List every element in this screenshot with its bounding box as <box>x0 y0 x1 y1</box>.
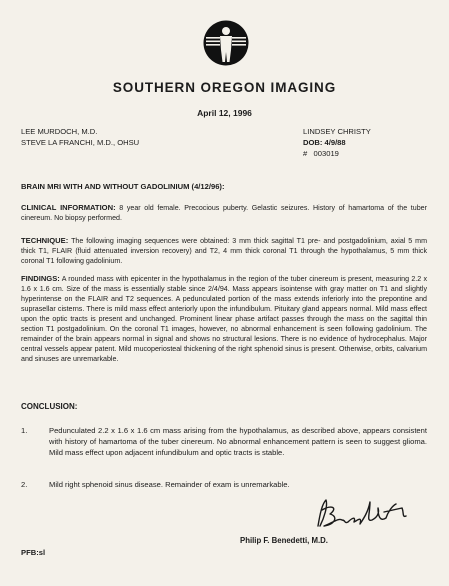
physician-line: LEE MURDOCH, M.D. <box>21 127 98 136</box>
patient-name: LINDSEY CHRISTY <box>303 127 371 136</box>
section-text: 8 year old female. Precocious puberty. Gelastic seizures. History of hamartoma of the tuber cinereum. No biopsy performed. <box>21 204 427 222</box>
item-text: Mild right sphenoid sinus disease. Remainder of exam is unremarkable. <box>49 480 290 489</box>
item-text: Pedunculated 2.2 x 1.6 x 1.6 cm mass arising from the hypothalamus, as described above, appears consistent with history of hamartoma of the tuber cinereum. No abnormal enhancement pattern is seen to suggest glioma. Mild mass effect upon adjacent infundibulum and optic tracts is stable. <box>49 426 427 457</box>
patient-info <box>303 126 371 159</box>
section-text: A rounded mass with epicenter in the hypothalamus in the region of the tuber cinereum is present, measuring 2.2 x 1.6 x 1.6 cm. Size of the mass is essentially stable since 2/4/94. Mass appears isointense with gray matter on T1 and slightly hyperintense on the FLAIR and T2 sequences. A pedunculated portion of the mass extends inferiorly into the prepontine and suprasellar cisterns. There is mild mass effect anteriorly upon the infundibulum. Pituitary gland appears normal. Mild mass effect upon the optic tracts is present and unchanged. Prominent linear phase artifact passes through the mass on the sagittal thin section T1 postgadolinium. On the coronal T1 images, however, no abnormal enhancement is seen following gadolinium. The remainder of the brain appears normal in signal and shows no structural lesions. There is no evidence of hydrocephalus. Major central vessels appear patent. Mild mucoperiosteal thickening of the right sphenoid sinus is present. Otherwise, orbits, calvarium and sinuses are unremarkable. <box>21 275 427 363</box>
referring-physicians <box>21 126 139 148</box>
clinical-information-section <box>21 203 427 223</box>
organization-name: SOUTHERN OREGON IMAGING <box>112 80 337 95</box>
conclusion-heading: CONCLUSION: <box>21 402 78 411</box>
report-date: April 12, 1996 <box>197 108 252 118</box>
item-number: 1. <box>21 426 28 435</box>
typist-initials: PFB:sl <box>21 548 46 557</box>
section-heading: CLINICAL INFORMATION: <box>21 203 116 212</box>
signer-name: Philip F. Benedetti, M.D. <box>240 536 328 545</box>
physician-line: STEVE LA FRANCHI, M.D., OHSU <box>21 138 140 147</box>
patient-number: # 003019 <box>303 149 339 158</box>
radiology-figure-logo-icon <box>203 20 249 66</box>
item-number: 2. <box>21 480 28 489</box>
technique-section <box>21 236 427 266</box>
exam-title: BRAIN MRI WITH AND WITHOUT GADOLINIUM (4/12/96): <box>21 182 225 191</box>
section-heading: TECHNIQUE: <box>21 236 69 245</box>
patient-dob: DOB: 4/9/88 <box>303 138 346 147</box>
section-heading: FINDINGS: <box>21 274 60 283</box>
handwritten-signature <box>312 496 412 534</box>
section-text: The following imaging sequences were obtained: 3 mm thick sagittal T1 pre- and postgadolinium, axial 5 mm thick T1, FLAIR (fluid attenuated inversion recovery) and T2, 4 mm thick coronal T1 through the hypothalamus, 5 mm thick coronal T1 following gadolinium. <box>21 237 428 265</box>
findings-section <box>21 274 427 364</box>
